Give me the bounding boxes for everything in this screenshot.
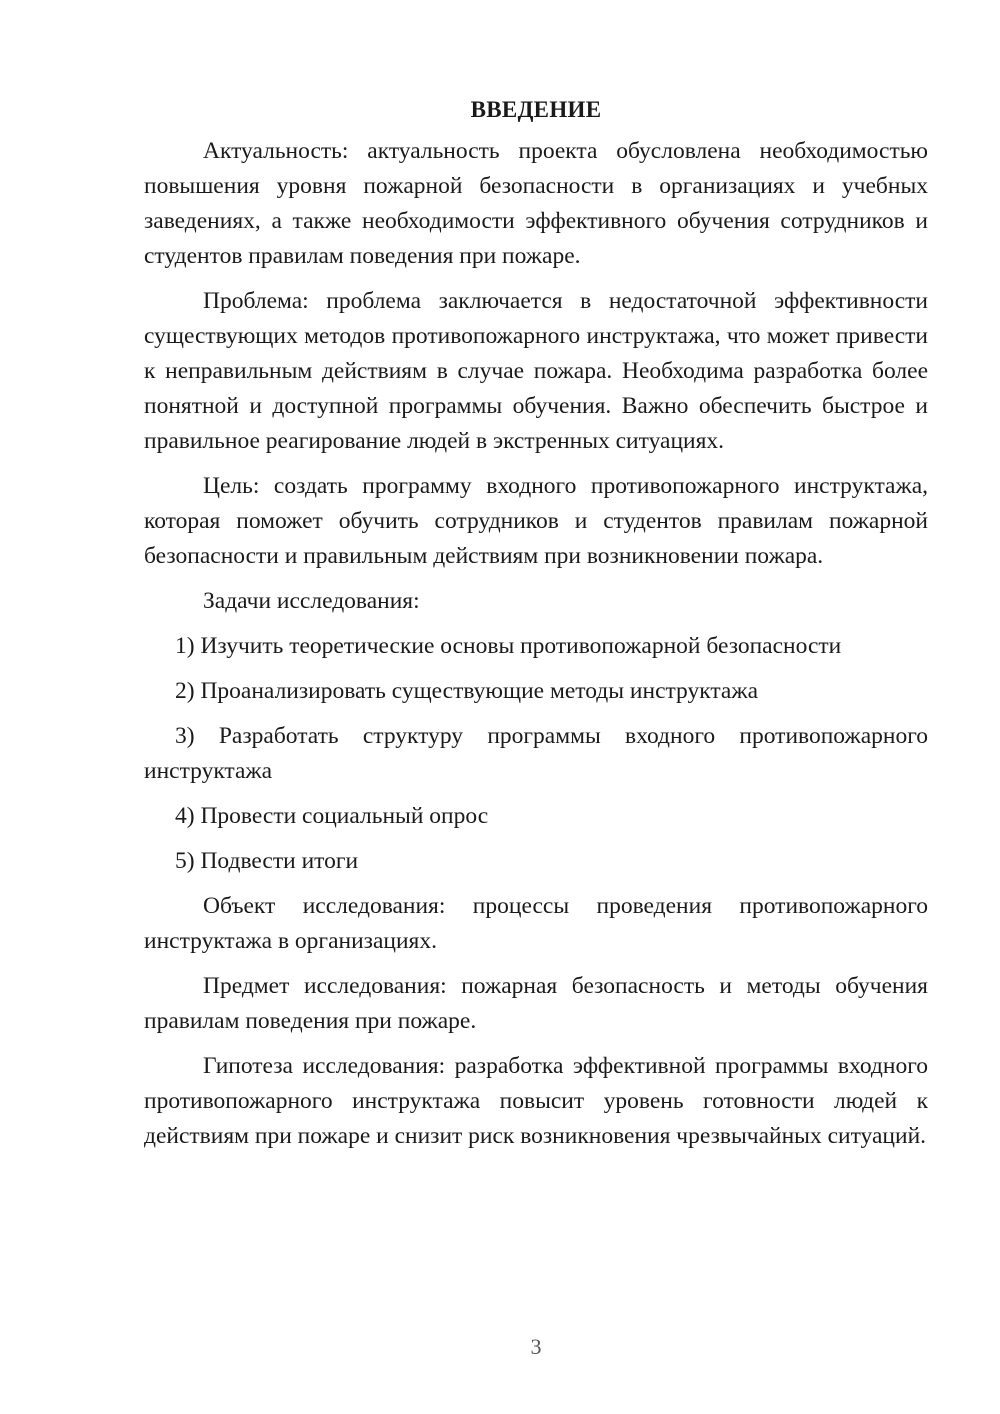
page-content <box>144 95 928 1164</box>
task-item-1: 1) Изучить теоретические основы противопожарной безопасности <box>175 633 842 659</box>
problem-paragraph: Проблема: проблема заключается в недостаточной эффективности существующих методов противопожарного инструктажа, что может привести к неправильным действиям в случае пожара. Необходима разработка более понятной и доступной программы обучения. Важно обеспечить быстрое и правильное реагирование людей в экстренных ситуациях. <box>144 288 928 454</box>
task-item-2: 2) Проанализировать существующие методы инструктажа <box>175 678 759 704</box>
task-item-3: 3) Разработать структуру программы входного противопожарного инструктажа <box>144 723 928 784</box>
page-number: 3 <box>530 1334 542 1359</box>
page-title: ВВЕДЕНИЕ <box>470 97 602 122</box>
subject-paragraph: Предмет исследования: пожарная безопасность и методы обучения правилам поведения при пожаре. <box>144 973 928 1034</box>
goal-paragraph: Цель: создать программу входного противопожарного инструктажа, которая поможет обучить сотрудников и студентов правилам пожарной безопасности и правильным действиям при возникновении пожара. <box>144 473 928 569</box>
tasks-heading: Задачи исследования: <box>203 588 420 614</box>
task-item-5: 5) Подвести итоги <box>175 848 359 874</box>
task-item-4: 4) Провести социальный опрос <box>175 803 489 829</box>
relevance-paragraph: Актуальность: актуальность проекта обусловлена необходимостью повышения уровня пожарной безопасности в организациях и учебных заведениях, а также необходимости эффективного обучения сотрудников и студентов правилам поведения при пожаре. <box>144 138 928 269</box>
hypothesis-paragraph: Гипотеза исследования: разработка эффективной программы входного противопожарного инструктажа повысит уровень готовности людей к действиям при пожаре и снизит риск возникновения чрезвычайных ситуаций. <box>144 1053 928 1149</box>
object-paragraph: Объект исследования: процессы проведения противопожарного инструктажа в организациях. <box>144 893 928 954</box>
